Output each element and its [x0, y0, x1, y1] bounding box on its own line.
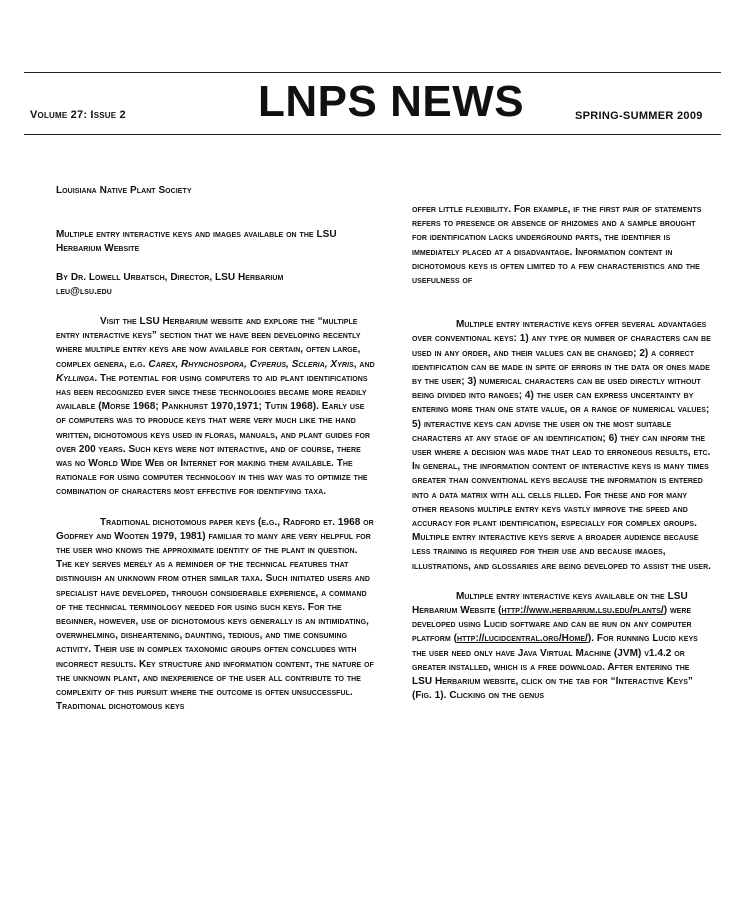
society-name: Louisiana Native Plant Society — [56, 185, 192, 196]
right-p3-text-c: ). For running Lucid keys the user need only have Java Virtual Machine (JVM) v1.4.2 or greater installed, which is a free download. After entering the LSU Herbarium website, click on the tab for “Interactive Keys” (Fig. 1). Clicking on the genus — [412, 633, 698, 702]
right-p3-text-b: ) were developed using Lucid software and can be run on any computer platform ( — [412, 605, 692, 645]
left-p1-text-a: Visit the LSU Herbarium website and explore the “multiple entry interactive keys” section that we have been developing recently where multiple entry keys are now available for certain, often large, complex genera, e.g. — [56, 316, 361, 370]
volume-issue: Volume 27: Issue 2 — [30, 109, 126, 121]
left-paragraph-1 — [56, 315, 376, 500]
header-rule-bottom — [24, 134, 721, 135]
byline — [56, 271, 376, 299]
left-paragraph-2: Traditional dichotomous paper keys (e.g., Radford et. 1968 or Godfrey and Wooten 1979, 1981) familiar to many are very helpful for the user who knows the approximate identity of the plant in question. The key serves merely as a reminder of the technical features that distinguish an unknown from other similar taxa. Such initiated users and specialist have developed, through considerable experience, a command of the technical terminology needed for using such keys. For the beginner, however, use of dichotomous keys generally is an intimidating, overwhelming, disheartening, daunting, tedious, and time consuming activity. Their use in complex taxonomic groups often concludes with incorrect results. Key structure and information content, the nature of the unknown plant, and inexperience of the user all contribute to the complexity of this pursuit where the outcome is often unsuccessful. Traditional dichotomous keys — [56, 516, 374, 713]
byline-author: By Dr. Lowell Urbatsch, Director, LSU Herbarium — [56, 271, 284, 283]
header-rule-top — [24, 72, 721, 73]
right-paragraph-3 — [412, 590, 712, 704]
byline-email: leu@lsu.edu — [56, 285, 112, 297]
season-date: SPRING-SUMMER 2009 — [575, 110, 703, 122]
left-p1-and: , and — [353, 358, 375, 370]
newsletter-title: LNPS NEWS — [258, 77, 525, 126]
right-paragraph-2: Multiple entry interactive keys offer several advantages over conventional keys: 1) any type or number of characters can be used in any order, and their values can be changed; 2) a correct identification can be made in spite of errors in the data or ones made by the user; 3) numerical characters can be used directly without being divided into ranges; 4) the user can express uncertainty by entering more than one state value, or a range of numerical values; 5) interactive keys can advise the user on the most suitable characters at any stage of an identification; 6) they can inform the user where a decision was made that lead to erroneous results, etc. In general, the information content of interactive keys is many times greater than conventional keys because the information is entered into a data matrix with all cells filled. For these and for many other reasons multiple entry keys vastly improve the speed and accuracy for plant identification, especially for complex groups. Multiple entry interactive keys serve a broader audience because less training is required for their use and because images, illustrations, and glossaries are being developed to assist the user. — [412, 319, 711, 572]
lucidcentral-link[interactable]: http://lucidcentral.org/Home/ — [456, 633, 588, 645]
left-p1-text-b: . The potential for using computers to aid plant identifications has been recognized ever since these technologies became more readily available (Morse 1968; Pankhurst 1970,1971; Tutin 1968). Early use of computers was to produce keys that were very much like the hand written, dichotomous keys used in floras, manuals, and plant guides for over 200 years. Such keys were not interactive, and of course, there was no World Wide Web or Internet for making them available. The rationale for using computer technology in this way was to optimize the combination of characters most effective for identifying taxa. — [56, 372, 371, 498]
right-column — [412, 203, 712, 720]
right-p3-text-a: Multiple entry interactive keys available on the LSU Herbarium Website ( — [412, 590, 688, 617]
article-title: Multiple entry interactive keys and images available on the LSU Herbarium Website — [56, 229, 337, 255]
left-p1-kyllinga: Kyllinga — [56, 372, 95, 384]
right-paragraph-1: offer little flexibility. For example, if the first pair of statements refers to presence or absence of rhizomes and a sample brought for identification lacks underground parts, the identifier is immediately placed at a disadvantage. Information content in dichotomous keys is often limited to a few characteristics and the usefulness of — [412, 204, 702, 287]
left-p1-genera: Carex, Rhynchospora, Cyperus, Scleria, Xyris — [148, 358, 354, 370]
herbarium-link[interactable]: http://www.herbarium.lsu.edu/plants/ — [501, 605, 664, 617]
left-column — [56, 184, 376, 731]
